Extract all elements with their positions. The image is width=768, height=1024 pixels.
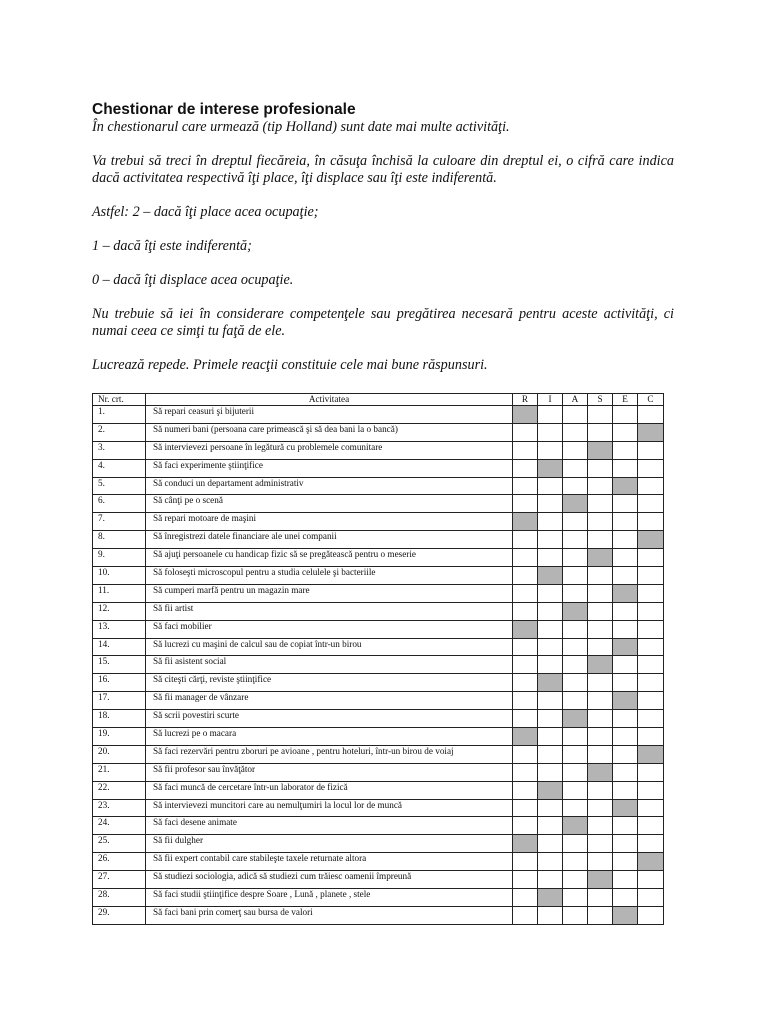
activity-label: Să lucrezi pe o macara bbox=[146, 728, 513, 746]
answer-cell-e[interactable] bbox=[613, 692, 638, 710]
row-number: 19. bbox=[93, 728, 146, 746]
activity-label: Să faci desene animate bbox=[146, 817, 513, 835]
row-number: 14. bbox=[93, 638, 146, 656]
answer-cell-s[interactable] bbox=[588, 441, 613, 459]
empty-cell-c bbox=[638, 602, 664, 620]
table-row bbox=[93, 620, 664, 638]
empty-cell-e bbox=[613, 423, 638, 441]
empty-cell-a bbox=[563, 799, 588, 817]
empty-cell-i bbox=[538, 799, 563, 817]
answer-cell-s[interactable] bbox=[588, 871, 613, 889]
empty-cell-r bbox=[513, 817, 538, 835]
table-row bbox=[93, 567, 664, 585]
empty-cell-r bbox=[513, 584, 538, 602]
activity-label: Să studiezi sociologia, adică să studiezi cum trăiesc oamenii împreună bbox=[146, 871, 513, 889]
empty-cell-a bbox=[563, 567, 588, 585]
empty-cell-s bbox=[588, 799, 613, 817]
activity-label: Să repari ceasuri şi bijuterii bbox=[146, 406, 513, 424]
empty-cell-e bbox=[613, 710, 638, 728]
scale-0-line: 0 – dacă îţi displace acea ocupaţie. bbox=[92, 272, 294, 288]
scale-1-line: 1 – dacă îţi este indiferentă; bbox=[92, 238, 252, 254]
row-number: 27. bbox=[93, 871, 146, 889]
header-c: C bbox=[638, 394, 664, 406]
empty-cell-s bbox=[588, 692, 613, 710]
answer-cell-e[interactable] bbox=[613, 584, 638, 602]
row-number: 13. bbox=[93, 620, 146, 638]
empty-cell-a bbox=[563, 692, 588, 710]
empty-cell-e bbox=[613, 745, 638, 763]
header-nr: Nr. crt. bbox=[93, 394, 146, 406]
row-number: 21. bbox=[93, 763, 146, 781]
activity-label: Să fii asistent social bbox=[146, 656, 513, 674]
empty-cell-s bbox=[588, 584, 613, 602]
empty-cell-c bbox=[638, 459, 664, 477]
empty-cell-c bbox=[638, 620, 664, 638]
empty-cell-i bbox=[538, 602, 563, 620]
row-number: 20. bbox=[93, 745, 146, 763]
empty-cell-c bbox=[638, 674, 664, 692]
empty-cell-i bbox=[538, 495, 563, 513]
empty-cell-s bbox=[588, 817, 613, 835]
empty-cell-s bbox=[588, 602, 613, 620]
empty-cell-i bbox=[538, 710, 563, 728]
table-row bbox=[93, 781, 664, 799]
activity-label: Să citeşti cărţi, reviste ştiinţifice bbox=[146, 674, 513, 692]
empty-cell-s bbox=[588, 889, 613, 907]
activity-label: Să fii profesor sau învăţător bbox=[146, 763, 513, 781]
table-row bbox=[93, 853, 664, 871]
row-number: 16. bbox=[93, 674, 146, 692]
empty-cell-e bbox=[613, 853, 638, 871]
empty-cell-r bbox=[513, 656, 538, 674]
activity-label: Să faci muncă de cercetare într-un laborator de fizică bbox=[146, 781, 513, 799]
activities-table bbox=[92, 393, 664, 925]
answer-cell-c[interactable] bbox=[638, 853, 664, 871]
empty-cell-r bbox=[513, 853, 538, 871]
answer-cell-r[interactable] bbox=[513, 406, 538, 424]
empty-cell-r bbox=[513, 602, 538, 620]
empty-cell-i bbox=[538, 477, 563, 495]
empty-cell-s bbox=[588, 477, 613, 495]
empty-cell-r bbox=[513, 495, 538, 513]
row-number: 29. bbox=[93, 906, 146, 924]
empty-cell-i bbox=[538, 728, 563, 746]
row-number: 10. bbox=[93, 567, 146, 585]
empty-cell-e bbox=[613, 781, 638, 799]
empty-cell-c bbox=[638, 817, 664, 835]
activity-label: Să înregistrezi datele financiare ale unei companii bbox=[146, 531, 513, 549]
table-row bbox=[93, 674, 664, 692]
row-number: 24. bbox=[93, 817, 146, 835]
empty-cell-r bbox=[513, 638, 538, 656]
empty-cell-a bbox=[563, 728, 588, 746]
empty-cell-e bbox=[613, 531, 638, 549]
empty-cell-i bbox=[538, 853, 563, 871]
activity-label: Să faci mobilier bbox=[146, 620, 513, 638]
table-row bbox=[93, 549, 664, 567]
row-number: 26. bbox=[93, 853, 146, 871]
empty-cell-s bbox=[588, 638, 613, 656]
empty-cell-r bbox=[513, 799, 538, 817]
empty-cell-r bbox=[513, 781, 538, 799]
instructions-paragraph: Va trebui să treci în dreptul fiecăreia, în căsuţa închisă la culoare din dreptul ei, o cifră care indica dacă activitatea respectivă îţi place, îţi displace sau îţi este indiferentă. bbox=[92, 153, 674, 186]
header-e: E bbox=[613, 394, 638, 406]
empty-cell-r bbox=[513, 531, 538, 549]
empty-cell-e bbox=[613, 763, 638, 781]
empty-cell-a bbox=[563, 406, 588, 424]
empty-cell-i bbox=[538, 763, 563, 781]
empty-cell-a bbox=[563, 674, 588, 692]
table-row bbox=[93, 513, 664, 531]
empty-cell-e bbox=[613, 817, 638, 835]
activity-label: Să foloseşti microscopul pentru a studia celulele şi bacteriile bbox=[146, 567, 513, 585]
answer-cell-s[interactable] bbox=[588, 763, 613, 781]
table-row bbox=[93, 871, 664, 889]
answer-cell-r[interactable] bbox=[513, 835, 538, 853]
empty-cell-a bbox=[563, 441, 588, 459]
empty-cell-a bbox=[563, 906, 588, 924]
empty-cell-c bbox=[638, 710, 664, 728]
empty-cell-r bbox=[513, 567, 538, 585]
row-number: 4. bbox=[93, 459, 146, 477]
activity-label: Să cumperi marfă pentru un magazin mare bbox=[146, 584, 513, 602]
empty-cell-i bbox=[538, 638, 563, 656]
empty-cell-r bbox=[513, 906, 538, 924]
row-number: 8. bbox=[93, 531, 146, 549]
answer-cell-i[interactable] bbox=[538, 781, 563, 799]
empty-cell-a bbox=[563, 584, 588, 602]
empty-cell-i bbox=[538, 513, 563, 531]
activity-label: Să conduci un departament administrativ bbox=[146, 477, 513, 495]
empty-cell-s bbox=[588, 906, 613, 924]
empty-cell-s bbox=[588, 674, 613, 692]
table-row bbox=[93, 710, 664, 728]
empty-cell-c bbox=[638, 441, 664, 459]
empty-cell-s bbox=[588, 835, 613, 853]
empty-cell-e bbox=[613, 441, 638, 459]
empty-cell-e bbox=[613, 459, 638, 477]
table-row bbox=[93, 745, 664, 763]
table-row bbox=[93, 584, 664, 602]
row-number: 11. bbox=[93, 584, 146, 602]
row-number: 18. bbox=[93, 710, 146, 728]
table-row bbox=[93, 459, 664, 477]
table-row bbox=[93, 728, 664, 746]
empty-cell-e bbox=[613, 513, 638, 531]
empty-cell-c bbox=[638, 477, 664, 495]
table-row bbox=[93, 763, 664, 781]
empty-cell-a bbox=[563, 835, 588, 853]
empty-cell-c bbox=[638, 567, 664, 585]
row-number: 3. bbox=[93, 441, 146, 459]
closing-paragraph: Lucrează repede. Primele reacţii constituie cele mai bune răspunsuri. bbox=[92, 357, 488, 373]
empty-cell-a bbox=[563, 871, 588, 889]
activity-label: Să fii artist bbox=[146, 602, 513, 620]
table-row bbox=[93, 906, 664, 924]
activity-label: Să numeri bani (persoana care primească şi să dea bani la o bancă) bbox=[146, 423, 513, 441]
table-row bbox=[93, 692, 664, 710]
answer-cell-r[interactable] bbox=[513, 513, 538, 531]
empty-cell-c bbox=[638, 835, 664, 853]
row-number: 15. bbox=[93, 656, 146, 674]
table-row bbox=[93, 441, 664, 459]
answer-cell-i[interactable] bbox=[538, 459, 563, 477]
row-number: 2. bbox=[93, 423, 146, 441]
empty-cell-e bbox=[613, 602, 638, 620]
answer-cell-a[interactable] bbox=[563, 495, 588, 513]
header-activity: Activitatea bbox=[146, 394, 513, 406]
answer-cell-i[interactable] bbox=[538, 567, 563, 585]
empty-cell-i bbox=[538, 584, 563, 602]
table-row bbox=[93, 477, 664, 495]
answer-cell-e[interactable] bbox=[613, 799, 638, 817]
empty-cell-e bbox=[613, 656, 638, 674]
row-number: 1. bbox=[93, 406, 146, 424]
row-number: 28. bbox=[93, 889, 146, 907]
header-r: R bbox=[513, 394, 538, 406]
empty-cell-c bbox=[638, 889, 664, 907]
table-row bbox=[93, 889, 664, 907]
empty-cell-s bbox=[588, 513, 613, 531]
answer-cell-r[interactable] bbox=[513, 620, 538, 638]
note-paragraph: Nu trebuie să iei în considerare competenţele sau pregătirea necesară pentru aceste activităţi, ci numai ceea ce simţi tu faţă de ele. bbox=[92, 306, 674, 339]
scale-2-line: Astfel: 2 – dacă îţi place acea ocupaţie; bbox=[92, 204, 319, 220]
empty-cell-a bbox=[563, 459, 588, 477]
empty-cell-a bbox=[563, 853, 588, 871]
empty-cell-c bbox=[638, 513, 664, 531]
empty-cell-i bbox=[538, 531, 563, 549]
activity-label: Să lucrezi cu maşini de calcul sau de copiat într-un birou bbox=[146, 638, 513, 656]
empty-cell-a bbox=[563, 889, 588, 907]
row-number: 6. bbox=[93, 495, 146, 513]
empty-cell-e bbox=[613, 620, 638, 638]
empty-cell-i bbox=[538, 692, 563, 710]
row-number: 7. bbox=[93, 513, 146, 531]
empty-cell-c bbox=[638, 549, 664, 567]
empty-cell-e bbox=[613, 889, 638, 907]
table-row bbox=[93, 817, 664, 835]
empty-cell-r bbox=[513, 477, 538, 495]
answer-cell-a[interactable] bbox=[563, 710, 588, 728]
empty-cell-r bbox=[513, 423, 538, 441]
empty-cell-e bbox=[613, 406, 638, 424]
empty-cell-a bbox=[563, 656, 588, 674]
header-a: A bbox=[563, 394, 588, 406]
empty-cell-r bbox=[513, 889, 538, 907]
activity-label: Să scrii povestiri scurte bbox=[146, 710, 513, 728]
empty-cell-i bbox=[538, 871, 563, 889]
empty-cell-r bbox=[513, 710, 538, 728]
empty-cell-c bbox=[638, 638, 664, 656]
empty-cell-s bbox=[588, 459, 613, 477]
empty-cell-a bbox=[563, 549, 588, 567]
empty-cell-r bbox=[513, 871, 538, 889]
empty-cell-a bbox=[563, 513, 588, 531]
row-number: 22. bbox=[93, 781, 146, 799]
activity-label: Să repari motoare de maşini bbox=[146, 513, 513, 531]
table-row bbox=[93, 531, 664, 549]
empty-cell-s bbox=[588, 620, 613, 638]
empty-cell-i bbox=[538, 835, 563, 853]
empty-cell-r bbox=[513, 692, 538, 710]
empty-cell-s bbox=[588, 531, 613, 549]
empty-cell-i bbox=[538, 817, 563, 835]
empty-cell-i bbox=[538, 656, 563, 674]
activity-label: Să fii manager de vânzare bbox=[146, 692, 513, 710]
answer-cell-e[interactable] bbox=[613, 477, 638, 495]
empty-cell-c bbox=[638, 584, 664, 602]
empty-cell-i bbox=[538, 549, 563, 567]
empty-cell-c bbox=[638, 728, 664, 746]
empty-cell-s bbox=[588, 495, 613, 513]
activity-label: Să fii expert contabil care stabileşte taxele returnate altora bbox=[146, 853, 513, 871]
table-body bbox=[93, 406, 664, 925]
empty-cell-e bbox=[613, 495, 638, 513]
empty-cell-s bbox=[588, 710, 613, 728]
table-row bbox=[93, 423, 664, 441]
empty-cell-s bbox=[588, 781, 613, 799]
empty-cell-i bbox=[538, 441, 563, 459]
answer-cell-e[interactable] bbox=[613, 638, 638, 656]
activity-label: Să cânţi pe o scenă bbox=[146, 495, 513, 513]
answer-cell-s[interactable] bbox=[588, 549, 613, 567]
empty-cell-s bbox=[588, 567, 613, 585]
row-number: 5. bbox=[93, 477, 146, 495]
table-row bbox=[93, 602, 664, 620]
table-row bbox=[93, 799, 664, 817]
intro-paragraph: În chestionarul care urmează (tip Holland) sunt date mai multe activităţi. bbox=[92, 119, 510, 135]
answer-cell-e[interactable] bbox=[613, 906, 638, 924]
empty-cell-i bbox=[538, 745, 563, 763]
answer-cell-i[interactable] bbox=[538, 674, 563, 692]
answer-cell-a[interactable] bbox=[563, 817, 588, 835]
row-number: 23. bbox=[93, 799, 146, 817]
empty-cell-a bbox=[563, 531, 588, 549]
empty-cell-c bbox=[638, 692, 664, 710]
activity-label: Să faci experimente ştiinţifice bbox=[146, 459, 513, 477]
empty-cell-r bbox=[513, 745, 538, 763]
table-row bbox=[93, 495, 664, 513]
empty-cell-a bbox=[563, 638, 588, 656]
empty-cell-e bbox=[613, 728, 638, 746]
empty-cell-e bbox=[613, 674, 638, 692]
empty-cell-i bbox=[538, 906, 563, 924]
answer-cell-a[interactable] bbox=[563, 602, 588, 620]
table-row bbox=[93, 406, 664, 424]
empty-cell-c bbox=[638, 871, 664, 889]
empty-cell-a bbox=[563, 620, 588, 638]
empty-cell-a bbox=[563, 745, 588, 763]
row-number: 12. bbox=[93, 602, 146, 620]
empty-cell-c bbox=[638, 799, 664, 817]
empty-cell-a bbox=[563, 423, 588, 441]
table-row bbox=[93, 656, 664, 674]
empty-cell-r bbox=[513, 441, 538, 459]
empty-cell-c bbox=[638, 406, 664, 424]
empty-cell-i bbox=[538, 406, 563, 424]
empty-cell-i bbox=[538, 423, 563, 441]
empty-cell-e bbox=[613, 567, 638, 585]
empty-cell-r bbox=[513, 763, 538, 781]
table-row bbox=[93, 638, 664, 656]
empty-cell-s bbox=[588, 853, 613, 871]
empty-cell-r bbox=[513, 459, 538, 477]
table-row bbox=[93, 835, 664, 853]
empty-cell-c bbox=[638, 656, 664, 674]
table-header-row bbox=[93, 394, 664, 406]
activity-label: Să intervievezi muncitori care au nemulţumiri la locul lor de muncă bbox=[146, 799, 513, 817]
activity-label: Să ajuţi persoanele cu handicap fizic să se pregătească pentru o meserie bbox=[146, 549, 513, 567]
answer-cell-i[interactable] bbox=[538, 889, 563, 907]
empty-cell-s bbox=[588, 423, 613, 441]
empty-cell-e bbox=[613, 871, 638, 889]
activity-label: Să fii dulgher bbox=[146, 835, 513, 853]
questionnaire-page bbox=[92, 100, 674, 374]
empty-cell-a bbox=[563, 781, 588, 799]
activity-label: Să faci studii ştiinţifice despre Soare , Lună , planete , stele bbox=[146, 889, 513, 907]
header-i: I bbox=[538, 394, 563, 406]
empty-cell-e bbox=[613, 835, 638, 853]
empty-cell-r bbox=[513, 674, 538, 692]
answer-cell-r[interactable] bbox=[513, 728, 538, 746]
page-title: Chestionar de interese profesionale bbox=[92, 101, 356, 118]
empty-cell-a bbox=[563, 477, 588, 495]
answer-cell-c[interactable] bbox=[638, 745, 664, 763]
answer-cell-c[interactable] bbox=[638, 423, 664, 441]
empty-cell-c bbox=[638, 906, 664, 924]
empty-cell-c bbox=[638, 763, 664, 781]
empty-cell-r bbox=[513, 549, 538, 567]
row-number: 17. bbox=[93, 692, 146, 710]
empty-cell-s bbox=[588, 728, 613, 746]
activity-label: Să intervievezi persoane în legătură cu problemele comunitare bbox=[146, 441, 513, 459]
row-number: 25. bbox=[93, 835, 146, 853]
header-s: S bbox=[588, 394, 613, 406]
answer-cell-c[interactable] bbox=[638, 531, 664, 549]
empty-cell-s bbox=[588, 406, 613, 424]
empty-cell-e bbox=[613, 549, 638, 567]
empty-cell-i bbox=[538, 620, 563, 638]
answer-cell-s[interactable] bbox=[588, 656, 613, 674]
activity-label: Să faci rezervări pentru zboruri pe avioane , pentru hoteluri, într-un birou de voiaj bbox=[146, 745, 513, 763]
empty-cell-c bbox=[638, 781, 664, 799]
empty-cell-c bbox=[638, 495, 664, 513]
row-number: 9. bbox=[93, 549, 146, 567]
activity-label: Să faci bani prin comerţ sau bursa de valori bbox=[146, 906, 513, 924]
empty-cell-s bbox=[588, 745, 613, 763]
empty-cell-a bbox=[563, 763, 588, 781]
